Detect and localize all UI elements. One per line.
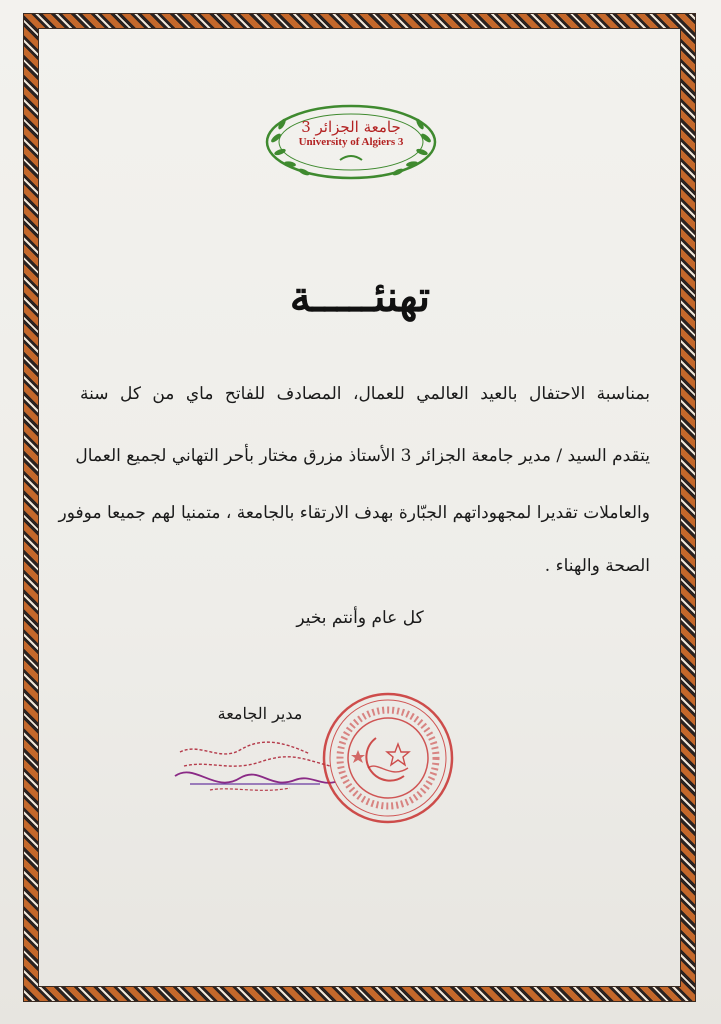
body-line-3: والعاملات تقديرا لمجهوداتهم الجبّارة بهدف الارتقاء بالجامعة ، متمنيا لهم جميعا موفور — [58, 503, 650, 523]
body-line-4: الصحة والهناء . — [544, 556, 650, 576]
body-line-2: يتقدم السيد / مدير جامعة الجزائر 3 الأستاذ مزرق مختار بأحر التهاني لجميع العمال — [75, 446, 650, 466]
signatory-title: مدير الجامعة — [217, 704, 303, 723]
body-line-1: بمناسبة الاحتفال بالعيد العالمي للعمال، المصادف للفاتح ماي من كل سنة — [80, 384, 650, 404]
page-title: تهنئـــــة — [289, 272, 431, 321]
seal-icon — [318, 688, 458, 828]
closing-greeting: كل عام وأنتم بخير — [296, 608, 424, 628]
logo-arabic-name: جامعة الجزائر 3 — [301, 118, 401, 136]
university-logo — [262, 100, 440, 184]
logo-english-name: University of Algiers 3 — [298, 136, 404, 148]
official-seal-stamp — [318, 688, 458, 828]
handwritten-signature — [170, 732, 340, 802]
signature-icon — [170, 732, 340, 802]
